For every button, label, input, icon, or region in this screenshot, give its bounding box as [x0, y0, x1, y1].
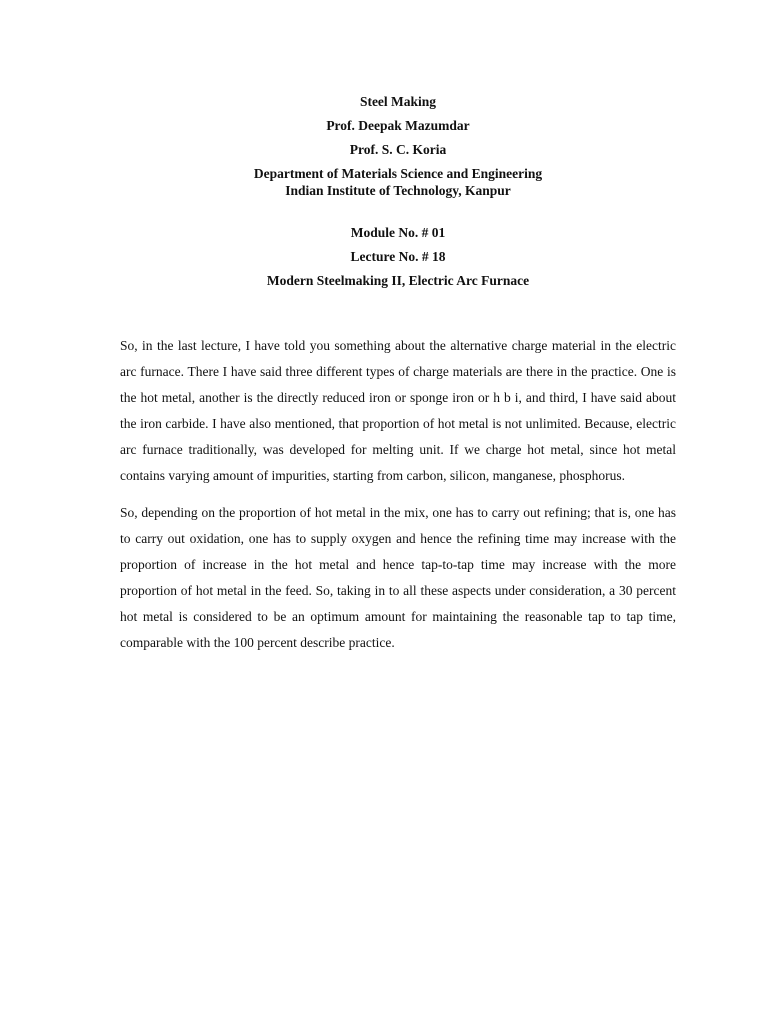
module-number: Module No. # 01 [350, 225, 446, 240]
department-name: Department of Materials Science and Engineering [253, 166, 543, 181]
paragraph: So, in the last lecture, I have told you something about the alternative charge material in the electric arc furnace. There I have said three different types of charge materials are there in the practice. One is the hot metal, another is the directly reduced iron or sponge iron or h b i, and third, I have said about the iron carbide. I have also mentioned, that proportion of hot metal is not unlimited. Because, electric arc furnace traditionally, was developed for melting unit. If we charge hot metal, since hot metal contains varying amount of impurities, starting from carbon, silicon, manganese, phosphorus. [120, 338, 676, 483]
lecture-topic: Modern Steelmaking II, Electric Arc Furnace [266, 273, 530, 288]
instructor-name: Prof. S. C. Koria [349, 142, 447, 157]
institute-name: Indian Institute of Technology, Kanpur [285, 183, 511, 198]
lecture-body [120, 333, 676, 667]
lecture-header [120, 93, 676, 289]
instructor-name: Prof. Deepak Mazumdar [326, 118, 470, 133]
course-title: Steel Making [359, 94, 437, 109]
lecture-number: Lecture No. # 18 [350, 249, 446, 264]
paragraph: So, depending on the proportion of hot metal in the mix, one has to carry out refining; that is, one has to carry out oxidation, one has to supply oxygen and hence the refining time may increase with the proportion of increase in the hot metal and hence tap-to-tap time may increase with the more proportion of hot metal in the feed. So, taking in to all these aspects under consideration, a 30 percent hot metal is considered to be an optimum amount for maintaining the reasonable tap to tap time, comparable with the 100 percent describe practice. [120, 505, 676, 650]
